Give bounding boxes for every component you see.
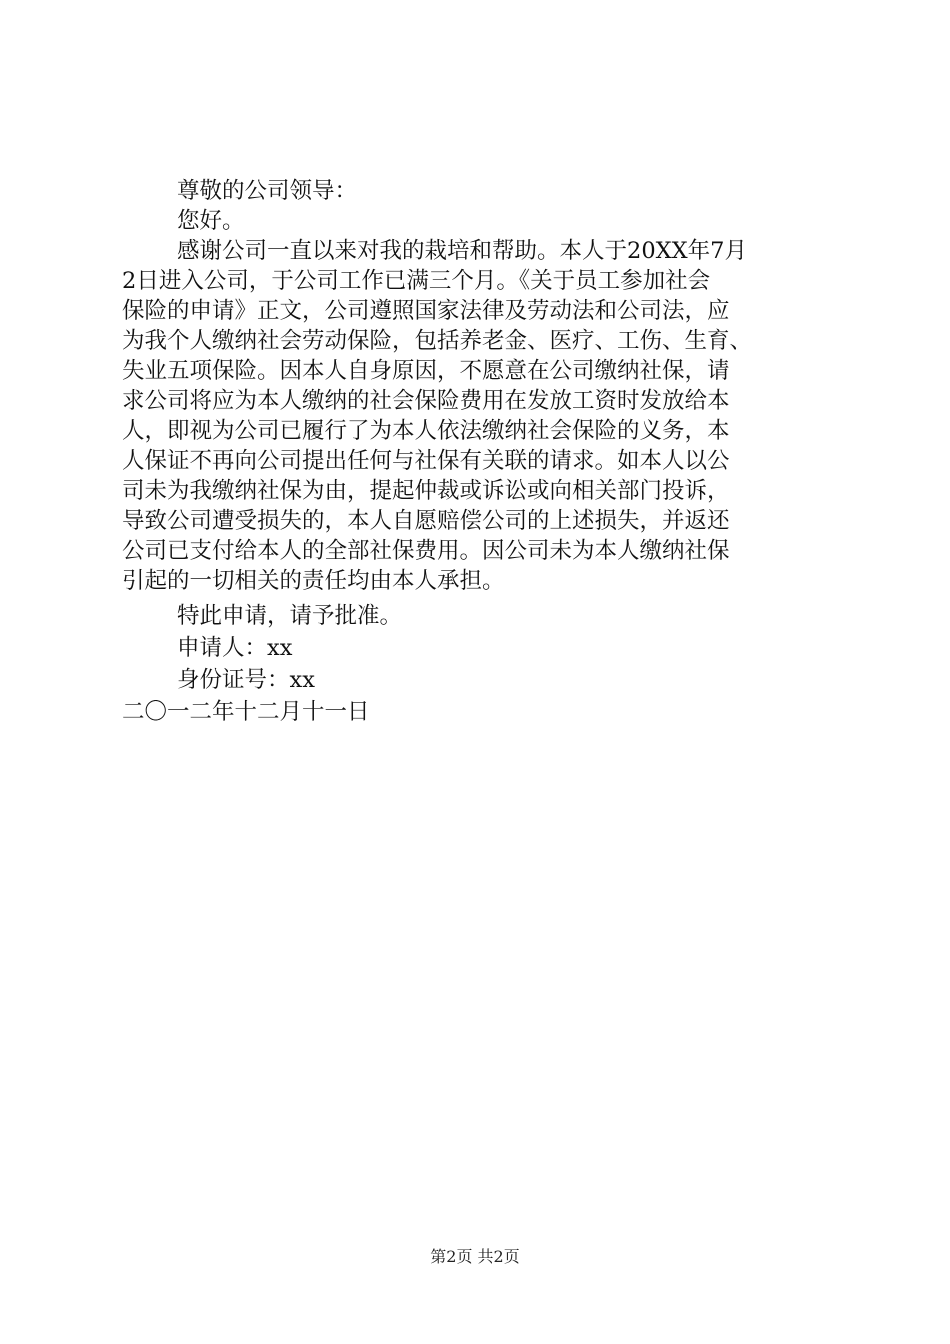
body-line: 感谢公司一直以来对我的栽培和帮助。本人于20XX年7月 [177,238,747,264]
body-line: 失业五项保险。因本人自身原因，不愿意在公司缴纳社保，请 [122,358,730,384]
applicant-line: 申请人：xx [177,635,293,661]
date-line: 二〇一二年十二月十一日 [122,699,370,725]
page-footer: 第2页 共2页 [430,1247,520,1266]
body-line: 导致公司遭受损失的，本人自愿赔偿公司的上述损失，并返还 [122,508,730,534]
closing-line: 特此申请，请予批准。 [177,603,403,629]
body-line: 司未为我缴纳社保为由，提起仲裁或诉讼或向相关部门投诉， [122,478,730,504]
id-number-line: 身份证号：xx [177,667,315,693]
body-line: 引起的一切相关的责任均由本人承担。 [122,568,505,594]
body-line: 人，即视为公司已履行了为本人依法缴纳社会保险的义务，本 [122,418,730,444]
salutation: 尊敬的公司领导： [177,178,358,204]
greeting: 您好。 [177,208,245,234]
body-line: 为我个人缴纳社会劳动保险，包括养老金、医疗、工伤、生育、 [122,328,753,354]
body-line: 公司已支付给本人的全部社保费用。因公司未为本人缴纳社保 [122,538,730,564]
body-line: 2日进入公司，于公司工作已满三个月。《关于员工参加社会 [122,268,711,294]
body-line: 求公司将应为本人缴纳的社会保险费用在发放工资时发放给本 [122,388,730,414]
body-line: 保险的申请》正文，公司遵照国家法律及劳动法和公司法，应 [122,298,730,324]
body-line: 人保证不再向公司提出任何与社保有关联的请求。如本人以公 [122,448,730,474]
